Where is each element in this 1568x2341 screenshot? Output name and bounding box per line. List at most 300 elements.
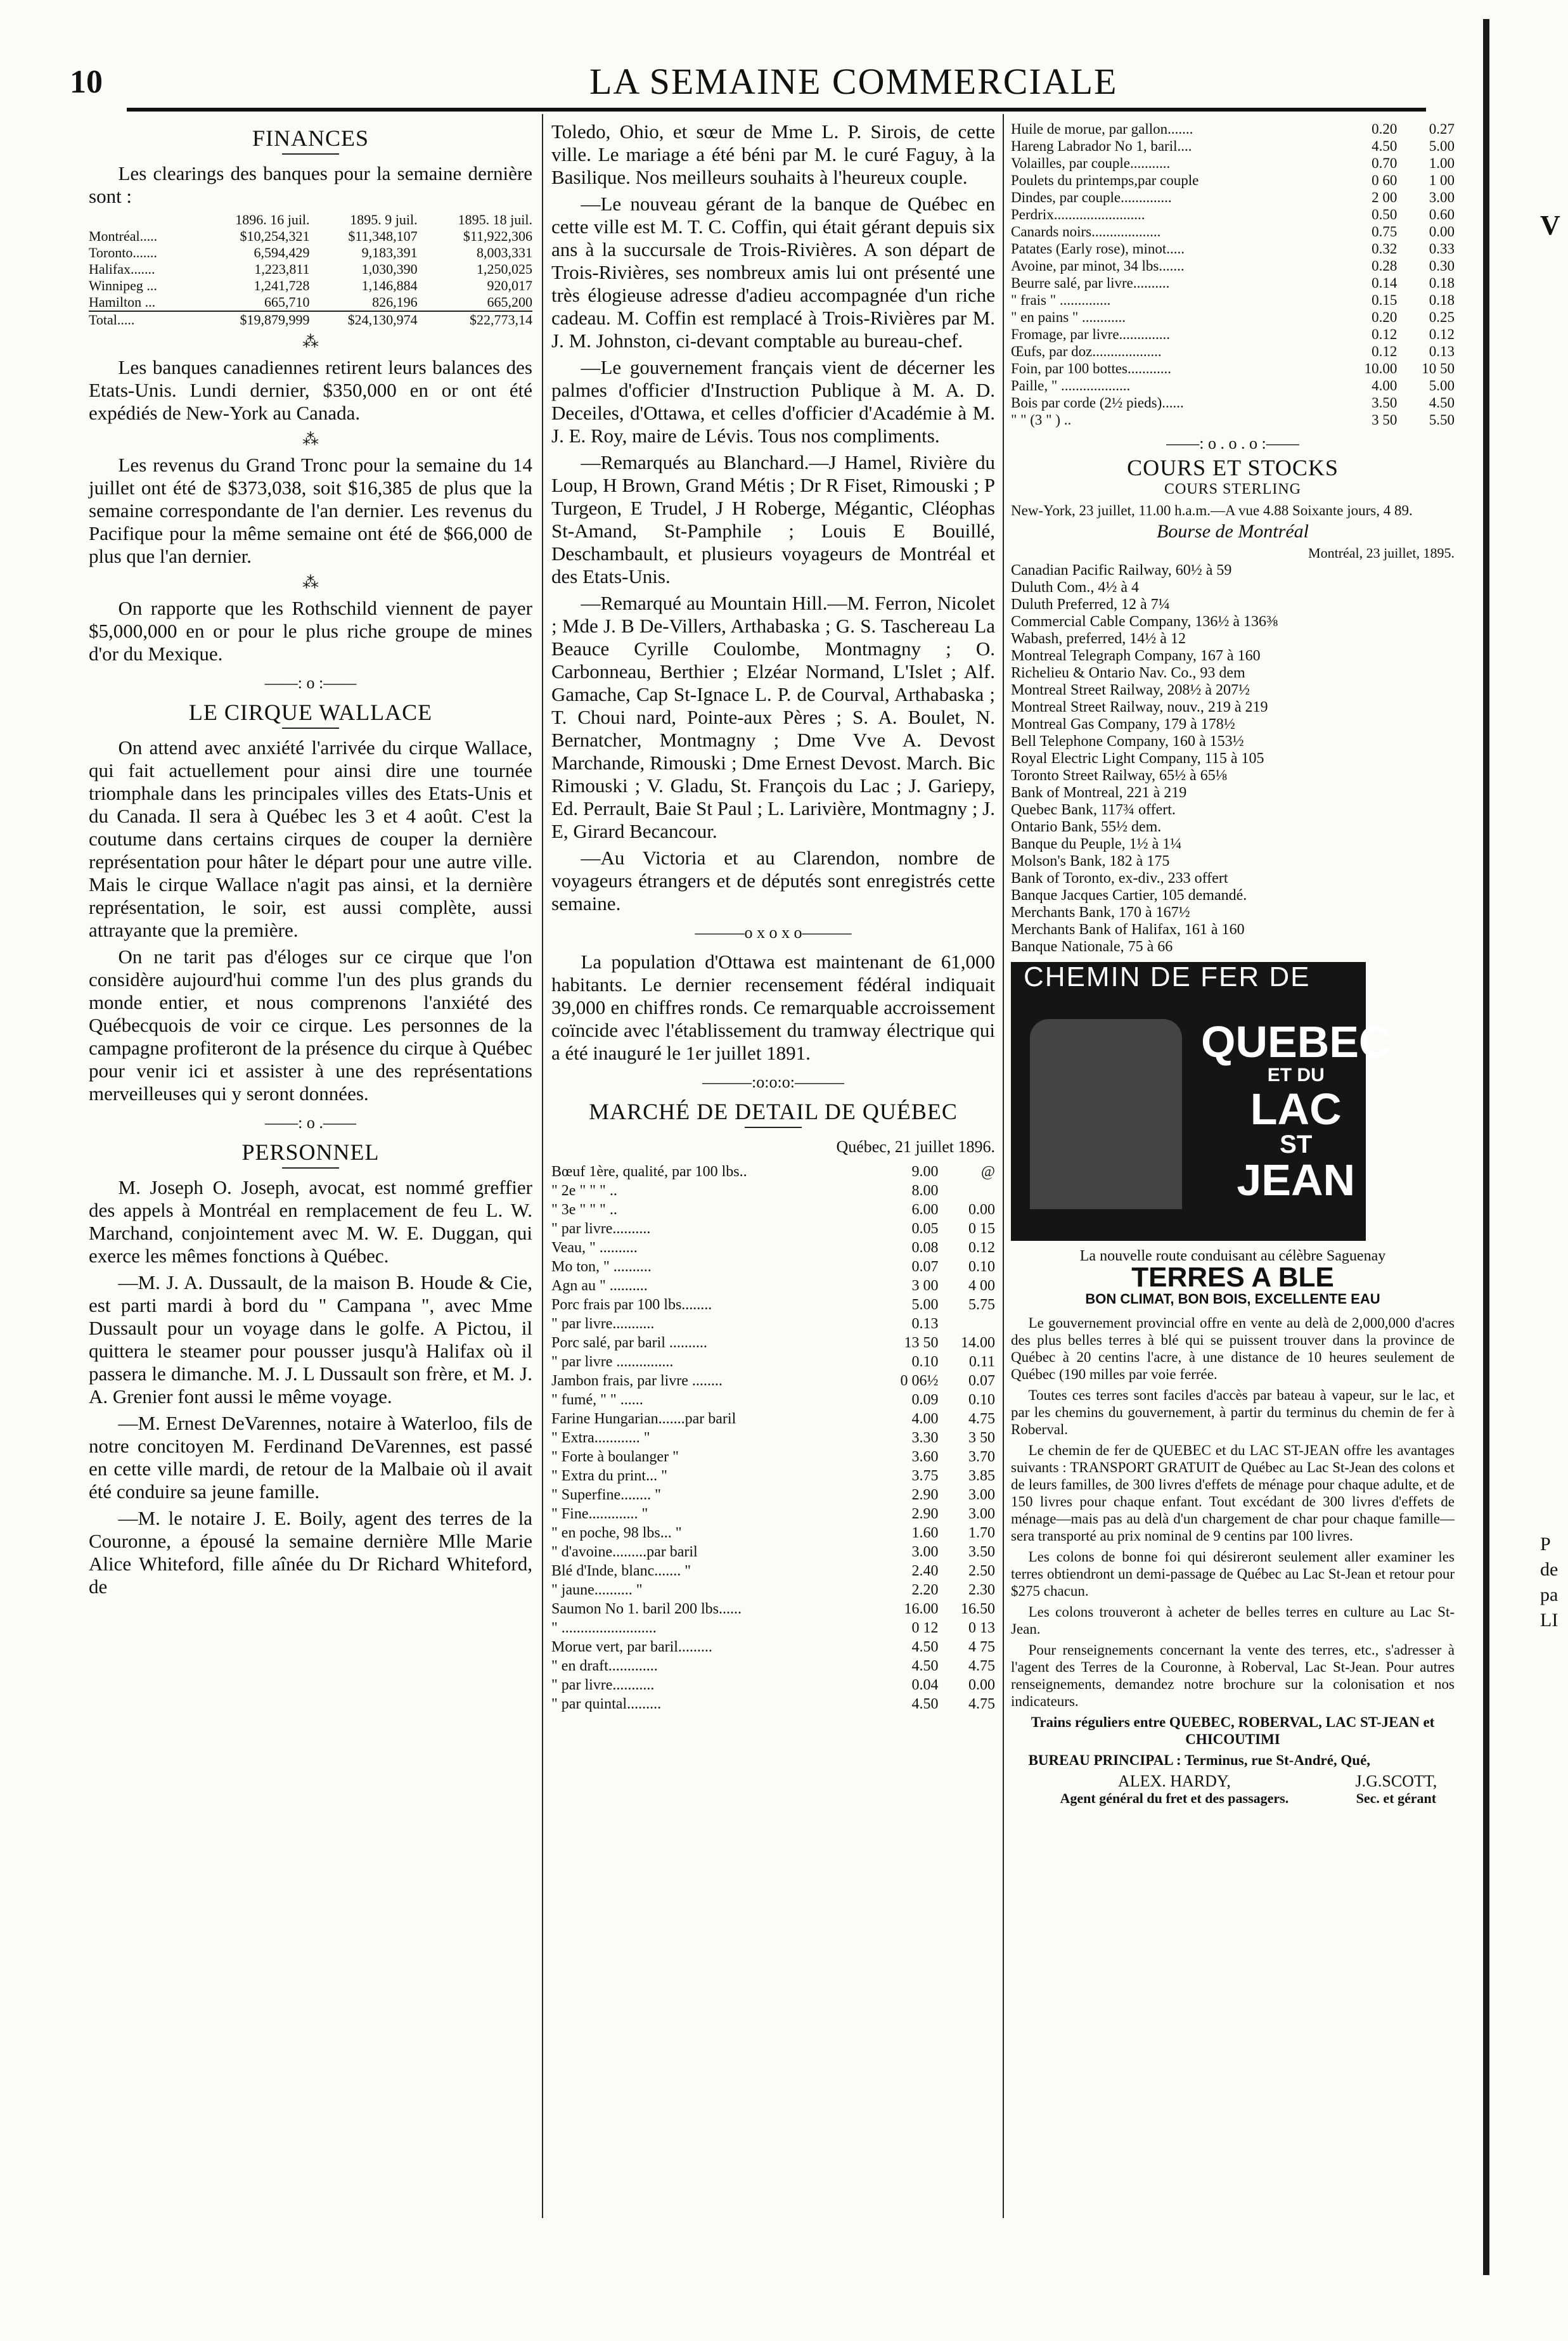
price-value: 0.32 bbox=[1372, 241, 1398, 257]
price-value: 4.50 bbox=[1429, 395, 1455, 411]
adjacent-page-fragment: P bbox=[1540, 1534, 1551, 1555]
price-value: 4.00 bbox=[1372, 378, 1398, 394]
price-value: 0.33 bbox=[1429, 241, 1455, 257]
ad-paragraph: Le chemin de fer de QUEBEC et du LAC ST-JEAN offre les avantages suivants : TRANSPORT GRATUIT de Québec au Lac St-Jean des colons et de leurs familles, de 300 livres d'effets de ménage pour chaque adulte, et de 150 livres pour chaque enfant. Tout excédant de 300 livres d'effets de ménage—mais pas au delà d'un chargement de char pour chaque famille—sera transporté au prix nominal de 9 centins par 100 livres. bbox=[1011, 1442, 1455, 1544]
ad-body bbox=[1011, 1314, 1455, 1807]
price-item: " Superfine........ " bbox=[551, 1487, 661, 1503]
heading-dash bbox=[282, 728, 339, 729]
price-value: 0.30 bbox=[1429, 258, 1455, 274]
price-row bbox=[1011, 326, 1455, 343]
price-row bbox=[1011, 274, 1455, 292]
stock-quote: Commercial Cable Company, 136½ à 136⅜ bbox=[1011, 613, 1278, 630]
price-item: " Fine............. " bbox=[551, 1506, 648, 1522]
price-value: 5.00 bbox=[1429, 138, 1455, 154]
article-paragraph: —Au Victoria et au Clarendon, nombre de voyageurs étrangers et de députés sont enregistrés cette semaine. bbox=[551, 847, 995, 914]
price-value: 3.60 bbox=[911, 1449, 939, 1465]
price-value: 8.00 bbox=[911, 1183, 939, 1199]
personnel-paragraph: —M. le notaire J. E. Boily, agent des terres de la Couronne, a épousé la semaine dernière Mlle Marie Alice Whiteford, fille aînée du Dr Richard Whiteford, de bbox=[89, 1507, 532, 1598]
ad-headline: TERRES A BLE bbox=[1131, 1262, 1334, 1293]
price-item: Bois par corde (2½ pieds)...... bbox=[1011, 395, 1184, 411]
price-item: " ......................... bbox=[551, 1620, 657, 1636]
table-cell: 8,003,331 bbox=[477, 245, 532, 260]
article-paragraph: La population d'Ottawa est maintenant de 61,000 habitants. Le dernier recensement fédéral indiquait 39,000 en chiffres ronds. Ce remarquable accroissement coïncide avec l'établissement du tramway électrique qui a été inauguré le 1er juillet 1891. bbox=[551, 951, 995, 1064]
asterism: ⁂ bbox=[302, 430, 319, 449]
price-item: " 2e " " " .. bbox=[551, 1183, 617, 1199]
price-value bbox=[939, 1314, 995, 1333]
price-row bbox=[551, 1295, 995, 1314]
stock-quote: Royal Electric Light Company, 115 à 105 bbox=[1011, 750, 1264, 767]
price-value: 6.00 bbox=[911, 1202, 939, 1218]
price-value: 0 15 bbox=[968, 1221, 995, 1237]
price-row bbox=[551, 1352, 995, 1371]
table-cell: 1,146,884 bbox=[361, 278, 418, 293]
table-row bbox=[89, 294, 532, 311]
price-value: 0.08 bbox=[911, 1240, 939, 1256]
article-paragraph: —Le gouvernement français vient de décerner les palmes d'officier d'Instruction Publique à M. A. D. Deceiles, d'Ottawa, et celles d'officier d'Académie à M. J. E. Roy, maire de Lévis. Tous nos compliments. bbox=[551, 356, 995, 447]
table-cell: $10,254,321 bbox=[240, 228, 310, 244]
price-row bbox=[1011, 343, 1455, 360]
stock-quote: Banque du Peuple, 1½ à 1¼ bbox=[1011, 836, 1182, 852]
price-item: Morue vert, par baril......... bbox=[551, 1639, 712, 1655]
ad-paragraph: Le gouvernement provincial offre en vente au delà de 2,000,000 d'acres des plus belles terres à blé qui se puissent trouver dans la province de Québec à 20 centins l'acre, à une distance de 10 heures seulement de Québec (190 milles par voie ferrée. bbox=[1011, 1315, 1455, 1382]
price-row bbox=[551, 1200, 995, 1219]
price-value: 2.30 bbox=[968, 1582, 995, 1598]
column-2 bbox=[551, 120, 995, 1714]
personnel-paragraph: —M. Ernest DeVarennes, notaire à Waterloo, fils de notre concitoyen M. Ferdinand DeVarennes, est passé en cette ville mardi, de retour de la Malbaie où il avait été conduire sa jeune famille. bbox=[89, 1412, 532, 1503]
clearings-table bbox=[89, 212, 532, 328]
ad-subheadline: BON CLIMAT, BON BOIS, EXCELLENTE EAU bbox=[1085, 1291, 1380, 1307]
price-row bbox=[1011, 377, 1455, 394]
price-item: Hareng Labrador No 1, baril.... bbox=[1011, 138, 1192, 154]
price-value: 0.10 bbox=[968, 1259, 995, 1275]
price-value: 14.00 bbox=[961, 1335, 995, 1351]
table-cell: Total..... bbox=[89, 312, 135, 328]
price-value: 3.50 bbox=[1372, 395, 1398, 411]
stock-quote: Bank of Montreal, 221 à 219 bbox=[1011, 785, 1187, 801]
stock-quote: Canadian Pacific Railway, 60½ à 59 bbox=[1011, 562, 1232, 579]
price-value: 0.12 bbox=[1429, 326, 1455, 342]
price-value: 4.75 bbox=[968, 1658, 995, 1674]
cours-heading: COURS ET STOCKS bbox=[1127, 455, 1339, 480]
ad-wordmark-line: QUEBEC bbox=[1201, 1017, 1391, 1067]
article-paragraph: Toledo, Ohio, et sœur de Mme L. P. Sirois, de cette ville. Le mariage a été béni par M. le curé Faguy, à la Basilique. Nos meilleurs souhaits à l'heureux couple. bbox=[551, 120, 995, 188]
price-value: 4 00 bbox=[968, 1278, 995, 1294]
stock-quote: Montreal Gas Company, 179 à 178½ bbox=[1011, 716, 1235, 733]
price-item: Canards noirs................... bbox=[1011, 224, 1161, 240]
price-value: 0.10 bbox=[911, 1354, 939, 1370]
ad-paragraph: Les colons trouveront à acheter de belles terres en culture au Lac St-Jean. bbox=[1011, 1604, 1455, 1637]
stock-quote: Merchants Bank of Halifax, 161 à 160 bbox=[1011, 921, 1245, 938]
price-value: 3.00 bbox=[968, 1506, 995, 1522]
table-header-cell: 1896. 16 juil. bbox=[235, 212, 310, 228]
ad-title: CHEMIN DE FER DE bbox=[1024, 961, 1311, 992]
column-divider bbox=[542, 114, 543, 2218]
stock-quote: Duluth Com., 4½ à 4 bbox=[1011, 579, 1139, 596]
price-item: " par quintal......... bbox=[551, 1696, 662, 1712]
table-header-cell: 1895. 9 juil. bbox=[350, 212, 418, 228]
table-cell: 9,183,391 bbox=[361, 245, 418, 260]
bourse-heading: Bourse de Montréal bbox=[1157, 521, 1309, 542]
price-value: 0.00 bbox=[968, 1677, 995, 1693]
price-item: Saumon No 1. baril 200 lbs...... bbox=[551, 1601, 742, 1617]
finances-intro: Les clearings des banques pour la semaine dernière sont : bbox=[89, 162, 532, 207]
price-value: 2.90 bbox=[911, 1487, 939, 1503]
table-cell: 1,030,390 bbox=[361, 261, 418, 277]
price-table-continued bbox=[1011, 120, 1455, 428]
price-value: 1.70 bbox=[968, 1525, 995, 1541]
price-value: 5.50 bbox=[1429, 412, 1455, 428]
price-value: 10 50 bbox=[1422, 361, 1455, 376]
marche-date: Québec, 21 juillet 1896. bbox=[836, 1138, 995, 1156]
price-item: Veau, " .......... bbox=[551, 1240, 638, 1256]
adjacent-page-fragment: LI bbox=[1540, 1610, 1558, 1631]
price-row bbox=[551, 1657, 995, 1676]
ad-paragraph: Toutes ces terres sont faciles d'accès par bateau à vapeur, sur le lac, et par les chemins du gouvernement, à partir du terminus du chemin de fer à Roberval. bbox=[1011, 1387, 1455, 1437]
price-value: 0.07 bbox=[968, 1373, 995, 1389]
price-value: 16.50 bbox=[961, 1601, 995, 1617]
price-value: 3 50 bbox=[1372, 412, 1398, 428]
ad-wordmark-line: JEAN bbox=[1237, 1155, 1356, 1205]
stock-quote: Richelieu & Ontario Nav. Co., 93 dem bbox=[1011, 665, 1245, 681]
price-row bbox=[1011, 257, 1455, 274]
table-cell: 1,250,025 bbox=[477, 261, 532, 277]
price-row bbox=[551, 1219, 995, 1238]
price-item: " " (3 " ) .. bbox=[1011, 412, 1072, 428]
price-row bbox=[551, 1162, 995, 1181]
price-item: " en draft............. bbox=[551, 1658, 658, 1674]
price-item: " d'avoine.........par baril bbox=[551, 1544, 698, 1560]
asterism: ⁂ bbox=[302, 574, 319, 592]
table-row bbox=[89, 228, 532, 245]
personnel-paragraph: —M. J. A. Dussault, de la maison B. Houde & Cie, est parti mardi à bord du " Campana ", avec Mme Dussault pour un voyage dans le golfe. A Pictou, il quittera le steamer pour pousser jusqu'à Halifax où il passera le dimanche. M. J. L Dussault son frère, et M. J. A. Grenier font aussi le même voyage. bbox=[89, 1271, 532, 1408]
price-value: 1 00 bbox=[1429, 172, 1455, 188]
column-3 bbox=[1011, 120, 1455, 1807]
price-value: 0.04 bbox=[911, 1677, 939, 1693]
price-item: " par livre........... bbox=[551, 1677, 655, 1693]
price-item: Avoine, par minot, 34 lbs....... bbox=[1011, 258, 1185, 274]
price-row bbox=[1011, 292, 1455, 309]
ad-paragraph: Pour renseignements concernant la vente des terres, etc., s'adresser à l'agent des Terres de la Couronne, à Roberval, Lac St-Jean. Pour autres renseignements, demandez notre brochure sur la colonisation et nos indicateurs. bbox=[1011, 1642, 1455, 1709]
locomotive-icon bbox=[1030, 1019, 1182, 1209]
stock-quote: Molson's Bank, 182 à 175 bbox=[1011, 853, 1170, 869]
section-separator: ——: o . o . o :—— bbox=[1166, 434, 1299, 452]
price-value: 4 75 bbox=[968, 1639, 995, 1655]
ad-signature-title: Sec. et gérant bbox=[1356, 1790, 1437, 1806]
table-cell: $19,879,999 bbox=[240, 312, 310, 328]
cours-sterling-label: COURS STERLING bbox=[1164, 481, 1302, 497]
price-row bbox=[1011, 223, 1455, 240]
price-value: 3.70 bbox=[968, 1449, 995, 1465]
price-value: 3.75 bbox=[911, 1468, 939, 1484]
price-value: 0.12 bbox=[968, 1240, 995, 1256]
section-separator: ———o x o x o——— bbox=[695, 923, 852, 942]
price-value: 0.12 bbox=[1372, 343, 1398, 359]
price-row bbox=[551, 1485, 995, 1504]
price-item: Huile de morue, par gallon....... bbox=[1011, 121, 1193, 137]
price-value: 5.00 bbox=[1429, 378, 1455, 394]
price-value: 0.70 bbox=[1372, 155, 1398, 171]
stock-quote: Bank of Toronto, ex-div., 233 offert bbox=[1011, 870, 1228, 887]
price-row bbox=[1011, 138, 1455, 155]
price-value: 4.50 bbox=[1372, 138, 1398, 154]
stock-quote: Banque Nationale, 75 à 66 bbox=[1011, 939, 1173, 955]
price-value bbox=[939, 1181, 995, 1200]
price-value: 0.28 bbox=[1372, 258, 1398, 274]
table-header-row bbox=[89, 212, 532, 228]
price-item: " en pains " ............ bbox=[1011, 309, 1126, 325]
price-row bbox=[551, 1409, 995, 1428]
price-item: Foin, par 100 bottes............ bbox=[1011, 361, 1171, 376]
finances-paragraph: On rapporte que les Rothschild viennent de payer $5,000,000 en or pour le plus riche groupe de mines d'or du Mexique. bbox=[89, 597, 532, 665]
column-divider bbox=[1003, 114, 1004, 2218]
price-value: 3.30 bbox=[911, 1430, 939, 1446]
stock-quote: Merchants Bank, 170 à 167½ bbox=[1011, 904, 1190, 921]
adjacent-page-fragment: V bbox=[1540, 210, 1560, 241]
ad-signature-title: Agent général du fret et des passagers. bbox=[1060, 1790, 1289, 1806]
price-value: 0.27 bbox=[1429, 121, 1455, 137]
price-value: 16.00 bbox=[904, 1601, 939, 1617]
price-item: Beurre salé, par livre.......... bbox=[1011, 275, 1170, 291]
table-cell: 920,017 bbox=[487, 278, 532, 293]
price-value: 2.90 bbox=[911, 1506, 939, 1522]
price-value: 0.20 bbox=[1372, 121, 1398, 137]
finances-paragraph: Les banques canadiennes retirent leurs balances des Etats-Unis. Lundi dernier, $350,000 en or ont été expédiés de New-York au Canada. bbox=[89, 356, 532, 424]
table-cell: Toronto....... bbox=[89, 245, 157, 260]
price-row bbox=[551, 1676, 995, 1695]
price-value: 3 00 bbox=[911, 1278, 939, 1294]
heading-dash bbox=[282, 1167, 339, 1169]
price-value: 0.50 bbox=[1372, 207, 1398, 222]
adjacent-page-fragment: de bbox=[1540, 1559, 1558, 1580]
price-row bbox=[551, 1428, 995, 1447]
stock-quote: Ontario Bank, 55½ dem. bbox=[1011, 819, 1162, 835]
price-row bbox=[1011, 360, 1455, 377]
price-row bbox=[551, 1390, 995, 1409]
stock-quote: Duluth Preferred, 12 à 7¼ bbox=[1011, 596, 1170, 613]
finances-paragraph: Les revenus du Grand Tronc pour la semaine du 14 juillet ont été de $373,038, soit $16,385 de plus que la semaine correspondante de l'an dernier. Les revenus du Pacifique pour la même semaine ont été de $66,000 de plus que l'an dernier. bbox=[89, 454, 532, 567]
personnel-heading: PERSONNEL bbox=[241, 1139, 380, 1165]
table-cell: 1,223,811 bbox=[254, 261, 310, 277]
price-row bbox=[551, 1238, 995, 1257]
ad-trains-line: Trains réguliers entre QUEBEC, ROBERVAL, LAC ST-JEAN et CHICOUTIMI bbox=[1031, 1714, 1435, 1747]
price-value: 0.05 bbox=[911, 1221, 939, 1237]
stock-quote: Wabash, preferred, 14½ à 12 bbox=[1011, 631, 1186, 647]
price-value: 3.50 bbox=[968, 1544, 995, 1560]
table-total-row bbox=[89, 311, 532, 328]
table-cell: 6,594,429 bbox=[254, 245, 310, 260]
column-1 bbox=[89, 120, 532, 1602]
price-row bbox=[551, 1562, 995, 1581]
ad-wordmark-line: ST bbox=[1280, 1131, 1313, 1158]
price-value: 10.00 bbox=[1364, 361, 1398, 376]
table-cell: Winnipeg ... bbox=[89, 278, 157, 293]
price-value: 3.00 bbox=[1429, 189, 1455, 205]
table-cell: 1,241,728 bbox=[254, 278, 310, 293]
masthead-title: LA SEMAINE COMMERCIALE bbox=[589, 61, 1118, 102]
price-row bbox=[1011, 309, 1455, 326]
stock-quote: Toronto Street Railway, 65½ à 65⅛ bbox=[1011, 767, 1227, 784]
stock-quote: Montreal Telegraph Company, 167 à 160 bbox=[1011, 648, 1261, 664]
price-value: 1.60 bbox=[911, 1525, 939, 1541]
price-item: " Extra du print... " bbox=[551, 1468, 667, 1484]
price-value: @ bbox=[980, 1164, 995, 1180]
price-value: 4.00 bbox=[911, 1411, 939, 1427]
section-separator: ——: o .—— bbox=[265, 1113, 356, 1132]
price-row bbox=[551, 1523, 995, 1542]
price-row bbox=[551, 1695, 995, 1714]
price-value: 0.09 bbox=[911, 1392, 939, 1408]
price-value: 0.13 bbox=[911, 1316, 939, 1332]
price-value: 0.11 bbox=[968, 1354, 995, 1370]
price-value: 0.18 bbox=[1429, 292, 1455, 308]
price-value: 0 60 bbox=[1372, 172, 1398, 188]
price-value: 4.50 bbox=[911, 1696, 939, 1712]
bourse-date: Montréal, 23 juillet, 1895. bbox=[1308, 545, 1455, 561]
price-item: " Forte à boulanger " bbox=[551, 1449, 679, 1465]
price-row bbox=[551, 1542, 995, 1562]
price-value: 0.60 bbox=[1429, 207, 1455, 222]
personnel-paragraph: M. Joseph O. Joseph, avocat, est nommé greffier des appels à Montréal en remplacement de feu L. W. Marchand, conjointement avec M. W. E. Duggan, qui exerce les mêmes fonctions à Québec. bbox=[89, 1176, 532, 1267]
ad-signature-name: J.G.SCOTT, bbox=[1355, 1772, 1437, 1790]
table-cell: $22,773,14 bbox=[470, 312, 532, 328]
price-value: 3 50 bbox=[968, 1430, 995, 1446]
table-cell: $24,130,974 bbox=[347, 312, 418, 328]
price-row bbox=[1011, 155, 1455, 172]
article-paragraph: —Le nouveau gérant de la banque de Québec en cette ville est M. T. C. Coffin, qui était gérant depuis six ans à la succursale de Trois-Rivières. A son départ de Trois-Rivières, ses nombreux amis lui ont présenté une très élogieuse adresse d'adieu accompagnée d'un riche cadeau. M. Coffin est remplacé à Trois-Rivières par M. J. M. Johnston, ci-devant comptable au bureau-chef. bbox=[551, 193, 995, 352]
price-row bbox=[551, 1600, 995, 1619]
ad-wordmark bbox=[1201, 1019, 1391, 1203]
sterling-text: New-York, 23 juillet, 11.00 h.a.m.—A vue 4.88 Soixante jours, 4 89. bbox=[1011, 503, 1413, 518]
price-row bbox=[1011, 394, 1455, 411]
price-row bbox=[1011, 120, 1455, 138]
price-item: " 3e " " " .. bbox=[551, 1202, 617, 1218]
price-value: 2.20 bbox=[911, 1582, 939, 1598]
price-value: 0.15 bbox=[1372, 292, 1398, 308]
railway-advertisement bbox=[1011, 961, 1391, 1241]
adjacent-page-fragment: pa bbox=[1540, 1584, 1558, 1605]
stock-quote: Banque Jacques Cartier, 105 demandé. bbox=[1011, 887, 1247, 904]
header-rule bbox=[127, 108, 1426, 112]
table-row bbox=[89, 245, 532, 261]
price-value: 0.13 bbox=[1429, 343, 1455, 359]
table-cell: 665,710 bbox=[264, 294, 310, 310]
price-item: Poulets du printemps,par couple bbox=[1011, 172, 1199, 188]
price-item: Paille, " ................... bbox=[1011, 378, 1131, 394]
heading-dash bbox=[745, 1127, 802, 1128]
price-value: 5.00 bbox=[911, 1297, 939, 1313]
price-value: 3.00 bbox=[911, 1544, 939, 1560]
price-value: 0.10 bbox=[968, 1392, 995, 1408]
price-row bbox=[551, 1638, 995, 1657]
cirque-heading: LE CIRQUE WALLACE bbox=[188, 700, 433, 725]
ad-signature-name: ALEX. HARDY, bbox=[1117, 1772, 1231, 1790]
stock-quote: Bell Telephone Company, 160 à 153½ bbox=[1011, 733, 1244, 750]
price-value: 0.14 bbox=[1372, 275, 1398, 291]
price-item: " frais " .............. bbox=[1011, 292, 1111, 308]
price-table bbox=[551, 1162, 995, 1714]
price-row bbox=[1011, 189, 1455, 206]
price-item: Agn au " .......... bbox=[551, 1278, 648, 1294]
price-value: 0 06½ bbox=[900, 1373, 939, 1389]
price-item: " fumé, " " ...... bbox=[551, 1392, 643, 1408]
price-value: 2.50 bbox=[968, 1563, 995, 1579]
price-item: " par livre.......... bbox=[551, 1221, 651, 1237]
ad-signatures bbox=[1011, 1773, 1455, 1807]
asterism: ⁂ bbox=[302, 333, 319, 351]
section-separator: ———:o:o:o:——— bbox=[702, 1073, 844, 1091]
ad-paragraph: Les colons de bonne foi qui désireront seulement aller examiner les terres obtiendront un demi-passage de Québec au Lac St-Jean et retour pour $275 chacun. bbox=[1011, 1549, 1455, 1599]
price-item: " jaune.......... " bbox=[551, 1582, 643, 1598]
table-cell: Montréal..... bbox=[89, 228, 158, 244]
price-item: " en poche, 98 lbs... " bbox=[551, 1525, 682, 1541]
price-item: " par livre ............... bbox=[551, 1354, 674, 1370]
price-value: 3.00 bbox=[968, 1487, 995, 1503]
price-item: Fromage, par livre.............. bbox=[1011, 326, 1171, 342]
price-value: 2 00 bbox=[1372, 189, 1398, 205]
price-item: Mo ton, " .......... bbox=[551, 1259, 652, 1275]
table-header-cell: 1895. 18 juil. bbox=[458, 212, 532, 228]
section-separator: ——: o :—— bbox=[264, 674, 357, 692]
price-item: " Extra............ " bbox=[551, 1430, 650, 1446]
price-value: 4.50 bbox=[911, 1658, 939, 1674]
heading-dash bbox=[282, 153, 339, 155]
price-row bbox=[1011, 172, 1455, 189]
price-value: 13 50 bbox=[904, 1335, 939, 1351]
cirque-paragraph: On ne tarit pas d'éloges sur ce cirque que l'on considère aujourd'hui comme l'un des plus grands du monde entier, et nous comprenons l'anxiété des Québecquois de voir ce cirque. Les personnes de la campagne profiteront de la présence du cirque à Québec pour venir ici et assister à une des représentations merveilleuses qui y seront données. bbox=[89, 946, 532, 1105]
price-row bbox=[551, 1447, 995, 1466]
price-value: 1.00 bbox=[1429, 155, 1455, 171]
table-cell: $11,348,107 bbox=[348, 228, 418, 244]
price-item: Patates (Early rose), minot..... bbox=[1011, 241, 1185, 257]
stock-quote: Montreal Street Railway, 208½ à 207½ bbox=[1011, 682, 1250, 698]
price-row bbox=[551, 1181, 995, 1200]
price-item: Jambon frais, par livre ........ bbox=[551, 1373, 723, 1389]
price-row bbox=[1011, 240, 1455, 257]
price-item: Perdrix......................... bbox=[1011, 207, 1145, 222]
cirque-paragraph: On attend avec anxiété l'arrivée du cirque Wallace, qui fait actuellement pour ainsi dire une tournée triomphale dans les principales villes des Etats-Unis et du Canada. Il sera à Québec les 3 et 4 août. C'est la coutume dans certains cirques de couper la dernière représentation pour hâter le départ pour une autre ville. Mais le cirque Wallace n'agit pas ainsi, et la dernière représentation, le soir, est aussi complète, aussi attrayante que la première. bbox=[89, 736, 532, 941]
price-item: Farine Hungarian.......par baril bbox=[551, 1411, 736, 1427]
price-value: 4.75 bbox=[968, 1696, 995, 1712]
price-value: 0 13 bbox=[968, 1620, 995, 1636]
finances-heading: FINANCES bbox=[252, 125, 370, 151]
price-row bbox=[551, 1257, 995, 1276]
price-item: Dindes, par couple.............. bbox=[1011, 189, 1172, 205]
price-value: 3.85 bbox=[968, 1468, 995, 1484]
price-item: Porc frais par 100 lbs........ bbox=[551, 1297, 712, 1313]
price-value: 4.75 bbox=[968, 1411, 995, 1427]
price-value: 0.00 bbox=[1429, 224, 1455, 240]
price-value: 0.00 bbox=[968, 1202, 995, 1218]
table-cell: 665,200 bbox=[487, 294, 532, 310]
price-item: " par livre........... bbox=[551, 1316, 655, 1332]
stock-quote: Quebec Bank, 117¾ offert. bbox=[1011, 802, 1176, 818]
price-value: 4.50 bbox=[911, 1639, 939, 1655]
table-cell: Halifax....... bbox=[89, 261, 155, 277]
price-item: Porc salé, par baril .......... bbox=[551, 1335, 707, 1351]
price-row bbox=[1011, 411, 1455, 428]
price-item: Bœuf 1ère, qualité, par 100 lbs.. bbox=[551, 1164, 747, 1180]
price-value: 0.20 bbox=[1372, 309, 1398, 325]
price-row bbox=[551, 1314, 995, 1333]
price-value: 0 12 bbox=[911, 1620, 939, 1636]
price-value: 0.18 bbox=[1429, 275, 1455, 291]
price-item: Œufs, par doz................... bbox=[1011, 343, 1162, 359]
price-row bbox=[551, 1466, 995, 1485]
table-row bbox=[89, 278, 532, 294]
stock-quote: Montreal Street Railway, nouv., 219 à 219 bbox=[1011, 699, 1268, 715]
price-row bbox=[551, 1581, 995, 1600]
ad-bureau-line: BUREAU PRINCIPAL : Terminus, rue St-André, Qué, bbox=[1028, 1752, 1371, 1768]
